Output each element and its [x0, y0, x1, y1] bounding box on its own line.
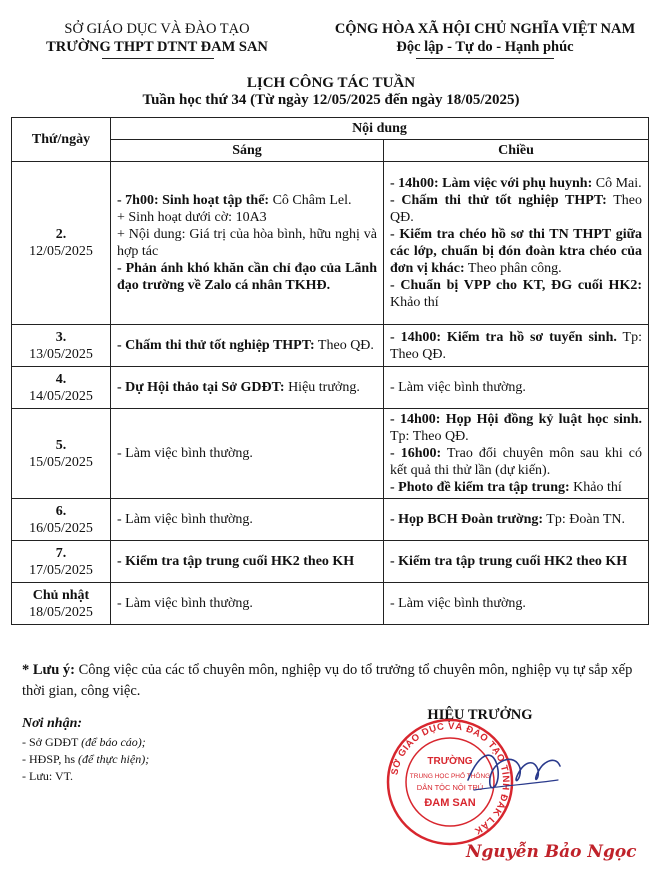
day-cell [12, 162, 111, 325]
recipient-item: - Lưu: VT. [22, 769, 74, 783]
schedule-body [12, 162, 649, 625]
handwritten-signature-icon [460, 740, 570, 810]
nation-name: CỘNG HÒA XÃ HỘI CHỦ NGHĨA VIỆT NAM [334, 21, 636, 37]
schedule-entry: - Làm việc bình thường. [117, 446, 253, 461]
morning-cell [111, 367, 384, 409]
header-day: Thứ/ngày [12, 118, 111, 162]
morning-cell [111, 325, 384, 367]
morning-cell [111, 583, 384, 625]
header-morning: Sáng [111, 140, 384, 162]
note-label: * Lưu ý: [22, 662, 76, 678]
schedule-entry: - Họp BCH Đoàn trường: Tp: Đoàn TN. [390, 512, 625, 527]
header-right-underline [416, 58, 554, 59]
day-cell [12, 583, 111, 625]
recipient-item: - Sở GDĐT (để báo cáo); [22, 735, 146, 749]
national-motto: Độc lập - Tự do - Hạnh phúc [396, 39, 574, 55]
signer-name: Nguyễn Bảo Ngọc [466, 842, 637, 862]
table-row [12, 541, 649, 583]
day-date: 18/05/2025 [29, 604, 93, 620]
day-cell [12, 367, 111, 409]
note [22, 660, 642, 702]
svg-text:TRUNG HỌC PHỔ THÔNG: TRUNG HỌC PHỔ THÔNG [409, 773, 491, 780]
table-row [12, 583, 649, 625]
schedule-entry: - Chấm thi thử tốt nghiệp THPT: Theo QĐ. [117, 338, 374, 353]
morning-cell [111, 162, 384, 325]
schedule-table [11, 117, 649, 625]
schedule-entry: - Chấm thi thử tốt nghiệp THPT: Theo QĐ. [390, 193, 642, 225]
schedule-entry: - Làm việc bình thường. [390, 596, 526, 611]
day-date: 13/05/2025 [29, 346, 93, 362]
day-date: 17/05/2025 [29, 562, 93, 578]
day-cell [12, 541, 111, 583]
morning-cell [111, 409, 384, 499]
afternoon-cell [384, 367, 649, 409]
schedule-entry: - Kiểm tra tập trung cuối HK2 theo KH [117, 554, 355, 569]
day-date: 15/05/2025 [29, 454, 93, 470]
day-date: 16/05/2025 [29, 520, 93, 536]
schedule-entry: + Nội dung: Giá trị của hòa bình, hữu nghị và hợp tác [117, 227, 377, 259]
table-row [12, 367, 649, 409]
schedule-entry: - 14h00: Họp Hội đồng kỷ luật học sinh. Tp: Theo QĐ. [390, 412, 642, 444]
afternoon-cell [384, 325, 649, 367]
recipient-item: - HĐSP, hs (để thực hiện); [22, 752, 150, 766]
table-row [12, 325, 649, 367]
table-row [12, 499, 649, 541]
recipients-list [22, 734, 149, 785]
school-name: TRƯỜNG THPT DTNT ĐAM SAN [46, 39, 268, 55]
schedule-entry: - 16h00: Trao đổi chuyên môn sau khi có kết quả thi thử lần (dự kiến). [390, 446, 642, 478]
recipients-title: Nơi nhận: [22, 716, 83, 731]
header-left [22, 20, 292, 56]
schedule-entry: - Làm việc bình thường. [117, 596, 253, 611]
document-subtitle: Tuần học thứ 34 (Từ ngày 12/05/2025 đến ngày 18/05/2025) [142, 92, 520, 108]
note-text: Công việc của các tổ chuyên môn, nghiệp vụ do tổ trưởng tổ chuyên môn, nghiệp vụ tự sắp xếp thời gian, công việc. [22, 662, 633, 699]
day-cell [12, 325, 111, 367]
header-left-underline [102, 58, 214, 59]
schedule-entry: - Chuẩn bị VPP cho KT, ĐG cuối HK2: Khảo thí [390, 278, 642, 310]
afternoon-cell [384, 541, 649, 583]
day-label: 7. [55, 545, 67, 561]
afternoon-cell [384, 499, 649, 541]
schedule-entry: - Kiểm tra tập trung cuối HK2 theo KH [390, 554, 628, 569]
day-label: Chủ nhật [32, 587, 90, 603]
day-date: 12/05/2025 [29, 244, 93, 259]
svg-text:TRƯỜNG: TRƯỜNG [427, 756, 473, 767]
svg-text:ĐAM SAN: ĐAM SAN [424, 797, 476, 809]
day-cell [12, 409, 111, 499]
schedule-entry: - Kiểm tra chéo hồ sơ thi TN THPT giữa các lớp, chuẩn bị đón đoàn ktra chéo của đơn vị khác: Theo phân công. [390, 227, 642, 276]
header-content: Nội dung [111, 118, 649, 140]
header-right [330, 20, 640, 56]
table-row [12, 409, 649, 499]
day-label: 3. [55, 329, 67, 345]
schedule-entry: - 14h00: Làm việc với phụ huynh: Cô Mai. [390, 176, 642, 191]
schedule-entry: - Làm việc bình thường. [390, 380, 526, 395]
schedule-entry: - Dự Hội thảo tại Sở GDĐT: Hiệu trưởng. [117, 380, 360, 395]
day-cell [12, 499, 111, 541]
svg-text:DÂN TỘC NỘI TRÚ: DÂN TỘC NỘI TRÚ [416, 783, 484, 792]
schedule-entry: - Phản ánh khó khăn cần chỉ đạo của Lãnh đạo trường về Zalo cá nhân TKHĐ. [117, 261, 377, 293]
schedule-entry: - 7h00: Sinh hoạt tập thể: Cô Châm Lel. [117, 193, 352, 208]
schedule-entry: - Làm việc bình thường. [117, 512, 253, 527]
afternoon-cell [384, 162, 649, 325]
morning-cell [111, 499, 384, 541]
day-label: 6. [55, 503, 67, 519]
afternoon-cell [384, 583, 649, 625]
svg-text:SỞ GIÁO DỤC VÀ ĐÀO TẠO TỈNH ĐẮ: SỞ GIÁO DỤC VÀ ĐÀO TẠO TỈNH ĐẮK LẮK [389, 720, 512, 837]
agency-name: SỞ GIÁO DỤC VÀ ĐÀO TẠO [64, 21, 250, 37]
document-title-block [0, 75, 662, 109]
signer-role: HIỆU TRƯỞNG [427, 707, 533, 723]
schedule-entry: + Sinh hoạt dưới cờ: 10A3 [117, 210, 267, 225]
document-title: LỊCH CÔNG TÁC TUẦN [246, 75, 416, 91]
morning-cell [111, 541, 384, 583]
day-label: 4. [55, 371, 67, 387]
day-label: 5. [55, 437, 67, 453]
schedule-entry: - 14h00: Kiểm tra hồ sơ tuyển sinh. Tp: Theo QĐ. [390, 329, 642, 362]
afternoon-cell [384, 409, 649, 499]
day-label: 2. [55, 227, 67, 242]
header-afternoon: Chiều [384, 140, 649, 162]
table-row [12, 162, 649, 325]
schedule-entry: - Photo đề kiểm tra tập trung: Khảo thí [390, 480, 622, 495]
day-date: 14/05/2025 [29, 388, 93, 404]
